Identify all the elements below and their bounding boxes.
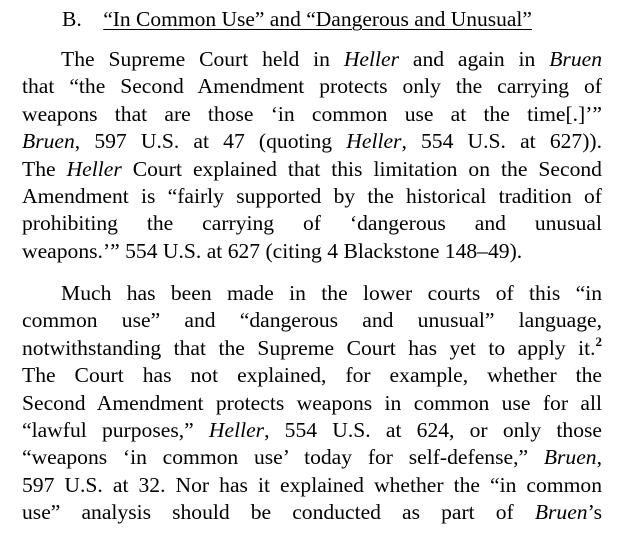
case-name: Bruen — [549, 47, 602, 71]
text-run: Much has been made in the lower courts of this “in — [61, 281, 602, 305]
section-heading — [62, 6, 532, 32]
text-run: notwithstanding that the Supreme Court has yet to apply it. — [22, 335, 596, 360]
text-line — [22, 499, 602, 526]
case-name: Bruen — [534, 500, 588, 525]
text-run: “lawful purposes,” — [22, 417, 209, 442]
text-run: The Court has not explained, for example, whether the — [22, 363, 602, 388]
footnote-reference[interactable]: 2 — [595, 333, 602, 349]
text-line — [22, 101, 602, 128]
text-run: and again in — [399, 47, 550, 71]
paragraph-2 — [22, 280, 602, 527]
text-run: , 597 U.S. at 47 (quoting — [74, 129, 347, 154]
text-line — [22, 472, 602, 499]
section-title: “In Common Use” and “Dangerous and Unusual” — [103, 7, 532, 31]
text-line — [22, 417, 602, 444]
text-run: Amendment is “fairly supported by the historical tradition of — [22, 183, 602, 208]
text-run: ’s — [587, 500, 602, 525]
paragraph-1 — [22, 46, 602, 265]
text-run: weapons that are those ‘in common use at the time[.]’” — [22, 101, 602, 126]
text-run: 597 U.S. at 32. Nor has it explained whether the “in common — [22, 472, 602, 497]
text-line — [22, 46, 602, 73]
text-line — [22, 156, 602, 183]
section-marker: B. — [62, 7, 82, 31]
text-run: , 554 U.S. at 624, or only those — [264, 417, 602, 442]
text-run: prohibiting the carrying of ‘dangerous and unusual — [22, 211, 602, 236]
text-run: The Supreme Court held in — [61, 47, 344, 71]
text-run: The — [22, 156, 67, 181]
text-line — [22, 390, 602, 417]
text-run: use” analysis should be conducted as part of — [22, 500, 535, 525]
text-line — [22, 307, 602, 334]
case-name: Heller — [208, 417, 265, 442]
text-run: that “the Second Amendment protects only the carrying of — [22, 74, 602, 99]
case-name: Bruen — [22, 129, 75, 154]
text-run: common use” and “dangerous and unusual” language, — [22, 308, 602, 333]
text-run: , 554 U.S. at 627)). — [401, 129, 603, 154]
text-line — [22, 280, 602, 307]
text-run: weapons.’” 554 U.S. at 627 (citing 4 Blackstone 148–49). — [22, 238, 523, 263]
text-line — [22, 183, 602, 210]
text-line — [22, 362, 602, 389]
text-line — [22, 210, 602, 237]
text-run: “weapons ‘in common use’ today for self-defense,” — [22, 445, 544, 470]
text-line — [22, 128, 602, 155]
text-run: , — [596, 445, 602, 470]
text-line — [22, 73, 602, 100]
case-name: Heller — [343, 47, 399, 71]
text-line — [22, 238, 602, 265]
text-line — [22, 444, 602, 471]
text-run: Court explained that this limitation on the Second — [121, 156, 602, 181]
case-name: Bruen — [543, 445, 597, 470]
case-name: Heller — [346, 129, 402, 154]
text-line — [22, 335, 602, 362]
text-run: Second Amendment protects weapons in common use for all — [22, 390, 602, 415]
case-name: Heller — [66, 156, 122, 181]
